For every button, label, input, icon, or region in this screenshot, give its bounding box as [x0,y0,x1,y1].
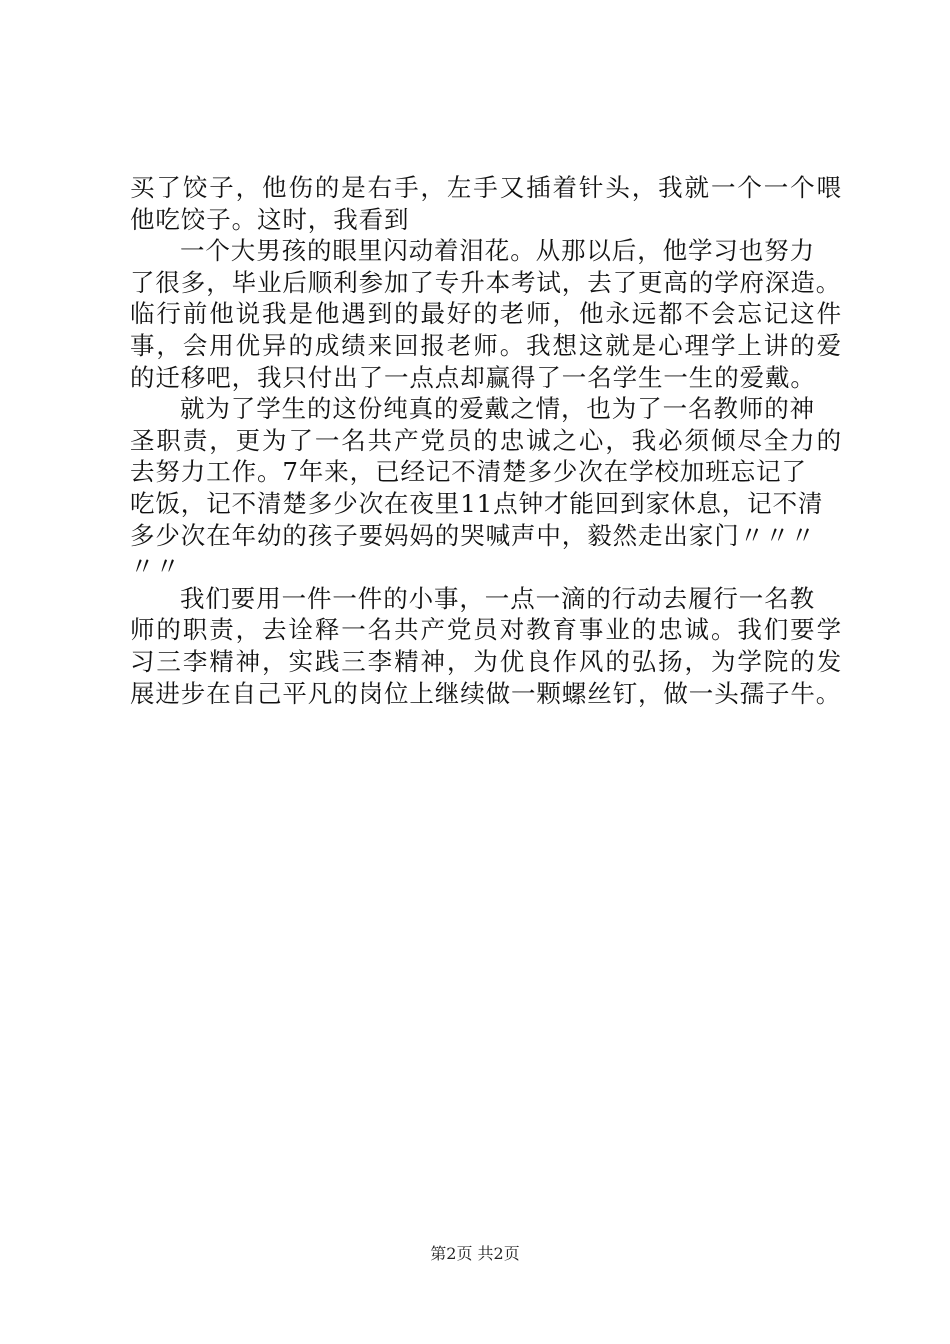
document-body [130,172,842,709]
paragraph-start-line: 就为了学生的这份纯真的爱戴之情，也为了一名教师的神 [180,394,815,424]
text-line: 事，会用优异的成绩来回报老师。我想这就是心理学上讲的爱 [130,330,842,360]
text-line: 他吃饺子。这时，我看到 [130,204,410,234]
paragraph-start-line: 我们要用一件一件的小事，一点一滴的行动去履行一名教 [180,583,815,613]
page-number-footer: 第2页 共2页 [430,1244,520,1263]
text-line: 展进步在自己平凡的岗位上继续做一颗螺丝钉，做一头孺子牛。 [130,678,842,708]
text-line: 吃饭，记不清楚多少次在夜里11点钟才能回到家休息，记不清 [130,488,824,518]
text-line: 圣职责，更为了一名共产党员的忠诚之心，我必须倾尽全力的 [130,425,842,455]
text-line: 的迁移吧，我只付出了一点点却赢得了一名学生一生的爱戴。 [130,362,816,392]
text-line: 习三李精神，实践三李精神，为优良作风的弘扬，为学院的发 [130,646,842,676]
text-line: 去努力工作。7年来，已经记不清楚多少次在学校加班忘记了 [130,457,807,487]
text-line: 多少次在年幼的孩子要妈妈的哭喊声中，毅然走出家门〃〃〃 [130,520,816,550]
text-line: 买了饺子，他伤的是右手，左手又插着针头，我就一个一个喂 [130,173,842,202]
text-line: 临行前他说我是他遇到的最好的老师，他永远都不会忘记这件 [130,299,842,329]
paragraph-start-line: 一个大男孩的眼里闪动着泪花。从那以后，他学习也努力 [180,236,815,266]
text-line: 了很多，毕业后顺利参加了专升本考试，去了更高的学府深造。 [130,267,842,297]
text-line: 师的职责，去诠释一名共产党员对教育事业的忠诚。我们要学 [130,615,842,645]
text-line: 〃〃 [130,552,181,582]
